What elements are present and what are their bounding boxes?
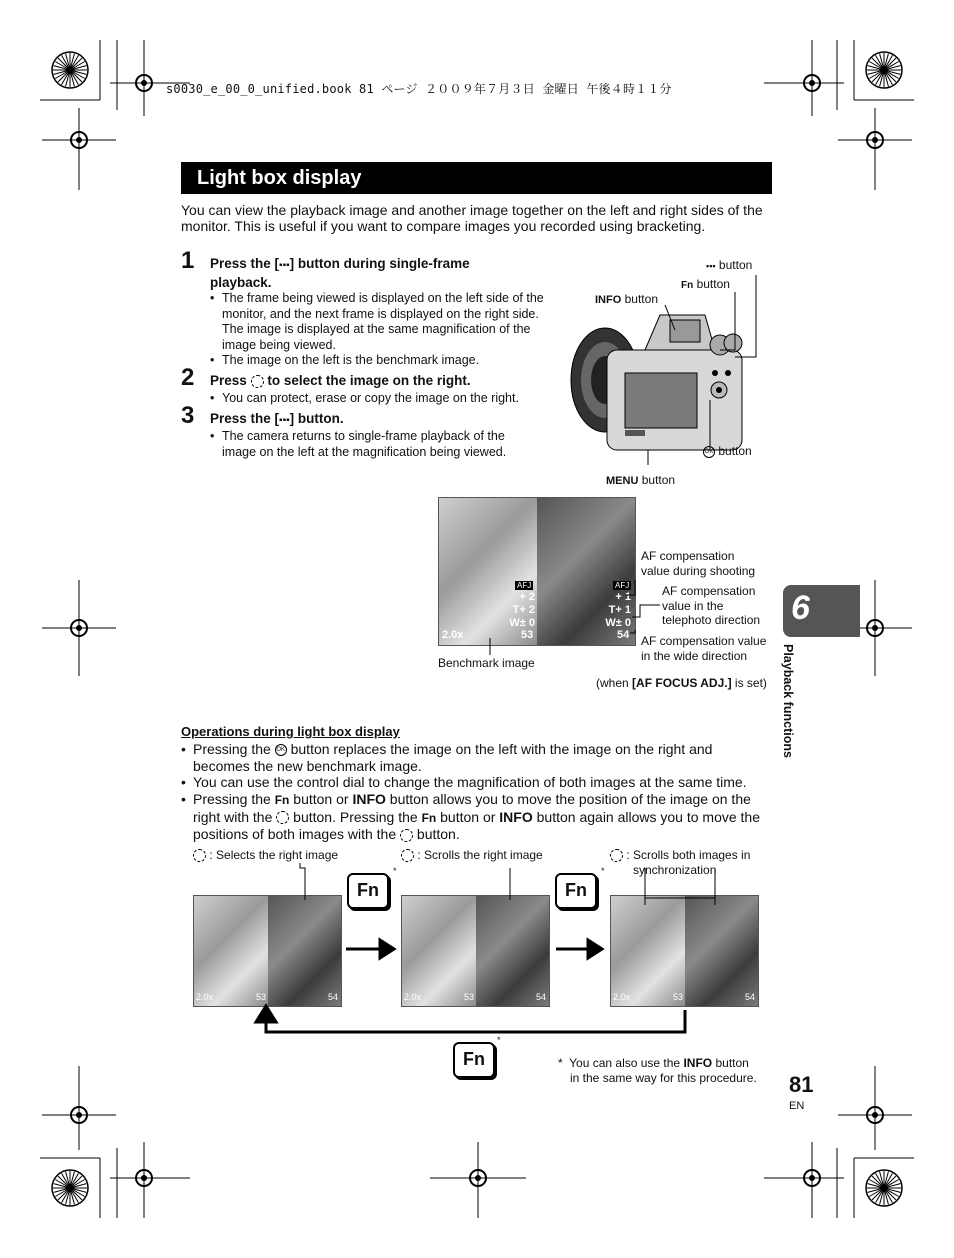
op-text: button.: [416, 826, 460, 842]
caption-line: telephoto direction: [662, 613, 761, 627]
lightbox-icon: ▪▪▪: [279, 415, 290, 426]
op-text: button or: [293, 791, 349, 807]
afj-badge: AFJ: [615, 581, 630, 590]
step-1-heading: [210, 255, 540, 291]
footnote-star: *: [558, 1056, 563, 1070]
label-word: button: [624, 292, 658, 306]
arrow-pad-icon: [276, 811, 289, 824]
fn-button-icon: [453, 1042, 495, 1078]
menu-button-label: [606, 473, 675, 489]
af-value: T+ 1: [608, 604, 631, 616]
label-word: button: [696, 277, 730, 291]
asterisk: *: [601, 866, 605, 876]
asterisk: *: [393, 866, 397, 876]
fn-label: Fn: [463, 1049, 485, 1069]
fn-button-label: [681, 277, 730, 294]
info-icon: INFO: [352, 791, 386, 807]
fn-icon: Fn: [274, 793, 290, 807]
op-text: button or: [440, 808, 496, 825]
af-value: + 2: [519, 591, 535, 603]
magnification: 2.0x: [196, 992, 214, 1002]
af-shooting-label: [641, 549, 755, 578]
step-1-heading-b: ] button during single-frame: [289, 256, 470, 271]
op-text: button replaces the image on the left with the image on the right and becomes the new benchmark image.: [193, 741, 713, 774]
step-2-number: 2: [181, 364, 195, 391]
operations-heading: Operations during light box display: [181, 724, 400, 739]
operation-bullet: • Pressing the OK button replaces the image on the left with the image on the right and becomes the new benchmark image.: [181, 741, 713, 774]
step-3-heading-a: Press the [: [210, 411, 280, 426]
step-2-bullet: • You can protect, erase or copy the image on the right.: [210, 391, 519, 405]
screen-label-lines: [480, 575, 660, 660]
frame-number-right: 54: [617, 629, 630, 641]
section-title-bar: [181, 162, 772, 194]
op-text: button allows you to move the position of the image on the right with the: [193, 791, 751, 825]
info-icon: INFO: [595, 294, 622, 306]
operation-bullet: • You can use the control dial to change the magnification of both images at the same time.: [181, 774, 747, 790]
step-2-heading-a: Press: [210, 373, 247, 388]
frame-number-left: 53: [673, 992, 684, 1002]
menu-icon: MENU: [606, 475, 639, 487]
arrow-pad-icon: [400, 829, 413, 842]
info-button-label: [595, 292, 658, 308]
step-1-bullet: • The frame being viewed is displayed on the left side of the monitor, and the next frame is displayed on the right side. The image is displayed at the same magnification of the image being viewed.: [210, 291, 544, 352]
frame-number-right: 54: [536, 992, 547, 1002]
intro-text: You can view the playback image and another image together on the left and right sides of the monitor. This is useful if you want to compare images you recorded using bracketing.: [181, 202, 763, 234]
footnote-text: button: [715, 1056, 749, 1070]
frame-number-left: 53: [256, 992, 267, 1002]
caption-text: synchronization: [633, 862, 717, 877]
frame-number-left: 53: [521, 629, 534, 641]
when-b: [AF FOCUS ADJ.]: [632, 676, 732, 690]
step-3-bullet-text: The camera returns to single-frame playback of the image on the left at the magnification being viewed.: [222, 429, 507, 459]
footnote-text: You can also use the: [569, 1056, 681, 1070]
caption-text: : Selects the right image: [209, 848, 339, 862]
when-a: (when: [596, 676, 633, 690]
ok-icon: OK: [275, 744, 287, 756]
label-word: button: [718, 258, 753, 272]
ok-button-label: [703, 444, 752, 459]
footnote-text: in the same way for this procedure.: [570, 1070, 757, 1085]
op-text: button. Pressing the: [293, 808, 418, 825]
fn-button-icon: [347, 873, 389, 909]
arrow-pad-icon: [251, 375, 264, 388]
page-number: 81: [789, 1072, 814, 1097]
when-c: is set): [731, 676, 767, 690]
language-code: EN: [789, 1100, 805, 1112]
op-text: Pressing the: [193, 791, 271, 807]
section-title: Light box display: [197, 167, 362, 189]
when-note: [596, 676, 767, 691]
frame-number-left: 53: [464, 992, 475, 1002]
step-1-heading-a: Press the [: [210, 256, 280, 271]
step-1-bullet-text: The frame being viewed is displayed on the left side of the monitor, and the next frame is displayed on the right side. The image is displayed at the same magnification of the image being viewed.: [222, 291, 544, 352]
step-2-heading-b: to select the image on the right.: [267, 373, 471, 388]
step-1-bullet: • The image on the left is the benchmark image.: [210, 353, 480, 367]
step-1-heading-c: playback.: [210, 275, 272, 290]
op-text: Pressing the: [193, 741, 271, 757]
caption-line: AF compensation: [641, 549, 735, 563]
fn-button-icon: [555, 873, 597, 909]
caption-line: in the wide direction: [641, 648, 748, 663]
af-tele-label: [662, 584, 760, 628]
caption-line: AF compensation: [662, 584, 756, 598]
frame-number-right: 54: [745, 992, 756, 1002]
frame-number-right: 54: [328, 992, 339, 1002]
af-value: T+ 2: [512, 604, 535, 616]
caption-line: AF compensation value: [641, 634, 767, 648]
benchmark-label: Benchmark image: [438, 656, 535, 670]
magnification: 2.0x: [442, 629, 464, 641]
step-2-heading: [210, 372, 550, 389]
flow-arrows: [180, 860, 780, 1040]
operation-bullet: • Pressing the Fn button or INFO button allows you to move the position of the image on the right with the button. Pressing the Fn button or INFO button again allows you to move the positions of both images with the button.: [181, 791, 761, 842]
lightbox-icon: ▪▪▪: [706, 261, 716, 271]
magnification: 2.0x: [404, 992, 422, 1002]
ok-icon: OK: [703, 446, 715, 458]
fn-label: Fn: [357, 880, 379, 900]
caption-line: value during shooting: [641, 563, 756, 578]
chapter-title-vertical: [783, 644, 803, 784]
op-text: You can use the control dial to change the magnification of both images at the same time.: [193, 774, 747, 790]
af-value: W± 0: [605, 617, 631, 629]
step-3-number: 3: [181, 402, 195, 429]
step-3-heading: [210, 410, 510, 429]
step-3-bullet: • The camera returns to single-frame playback of the image on the left at the magnification being viewed.: [210, 429, 507, 459]
fn-label: Fn: [565, 880, 587, 900]
lightbox-button-label: [706, 258, 752, 274]
magnification: 2.0x: [613, 992, 631, 1002]
info-icon: INFO: [683, 1056, 713, 1070]
afj-badge: AFJ: [517, 581, 532, 590]
af-value: W± 0: [509, 617, 535, 629]
caption-text: : Scrolls the right image: [417, 848, 543, 862]
asterisk: *: [497, 1035, 501, 1045]
step-1-bullet-text: The image on the left is the benchmark image.: [222, 353, 480, 367]
step-3-heading-b: ] button.: [289, 411, 344, 426]
label-word: button: [641, 473, 676, 487]
op-text: button again allows you to move the positions of both images with the: [193, 808, 761, 842]
caption-line: value in the: [662, 598, 724, 613]
info-icon: INFO: [499, 808, 533, 825]
af-wide-label: [641, 634, 766, 663]
fn-icon: Fn: [681, 280, 694, 291]
caption-text: : Scrolls both images in: [626, 848, 751, 862]
chapter-title: Playback functions: [781, 644, 795, 758]
af-value: + 1: [615, 591, 631, 603]
chapter-tab: [783, 585, 860, 637]
step-2-bullet-text: You can protect, erase or copy the image on the right.: [222, 391, 519, 405]
file-header: s0030_e_00_0_unified.book 81 ページ ２００９年７月３日 金曜日 午後４時１１分: [166, 82, 672, 96]
lightbox-icon: ▪▪▪: [279, 260, 290, 271]
label-word: button: [718, 444, 752, 458]
footnote: [558, 1056, 757, 1085]
fn-icon: Fn: [421, 810, 437, 825]
chapter-number: 6: [791, 589, 810, 627]
step-1-number: 1: [181, 247, 195, 274]
